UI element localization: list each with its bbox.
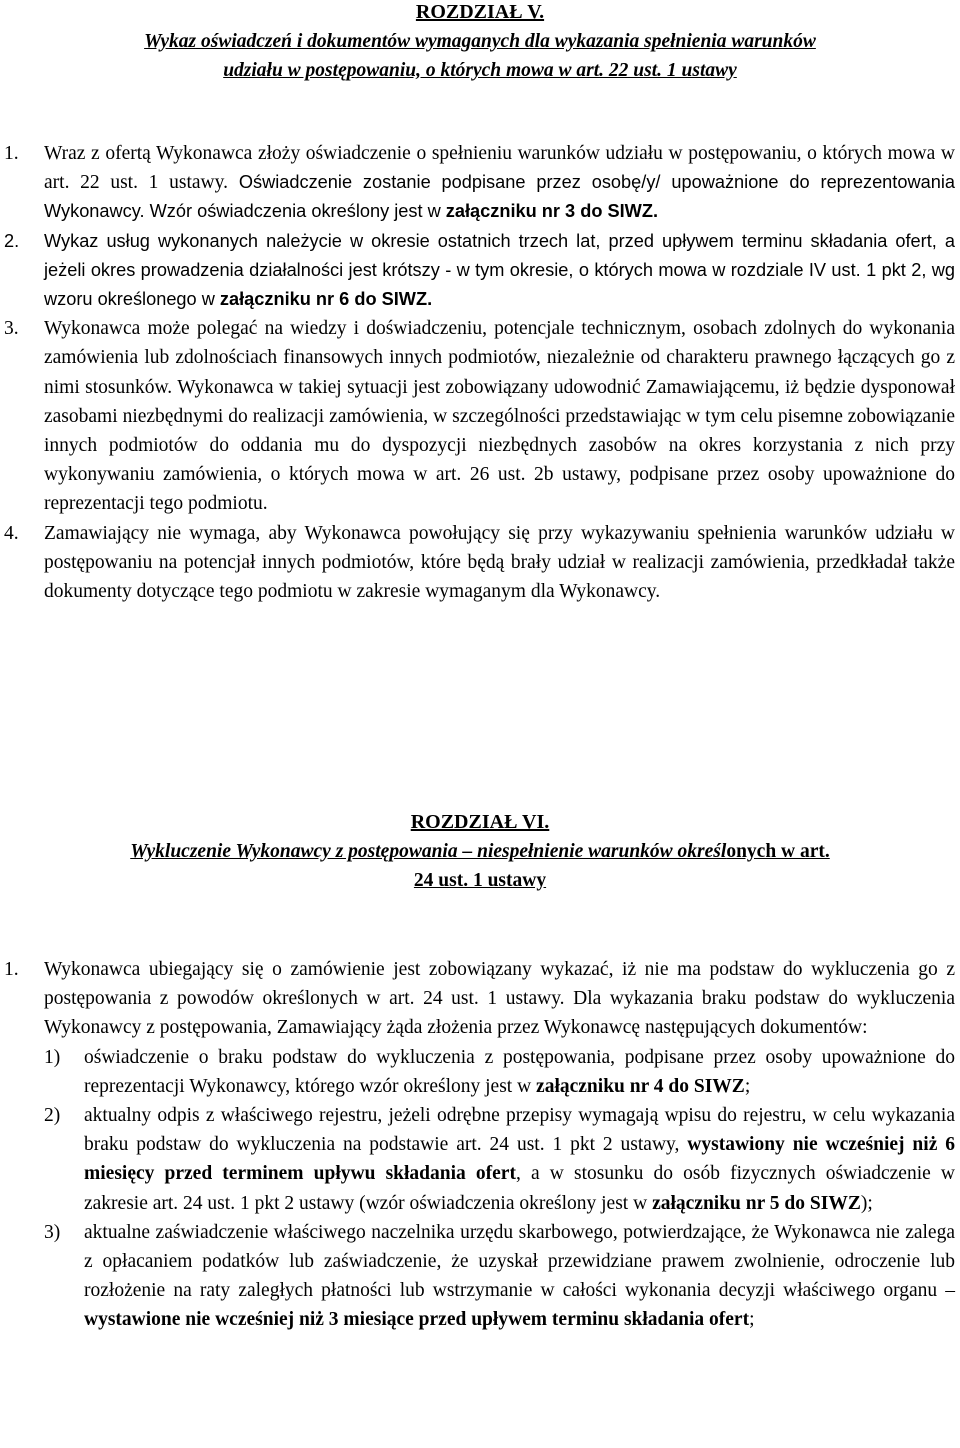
chapter-6-subtitle-line2: 24 ust. 1 ustawy <box>413 870 547 891</box>
sub-item-text-mid: , a w stosunku do osób fizycznych oświadczenie w zakresie art. 24 ust. 1 pkt 2 ustawy (wzór oświadczenia określony jest w <box>84 1163 955 1214</box>
item-number: 2. <box>4 230 20 251</box>
chapter-5-heading <box>0 0 960 85</box>
chapter-6-title: ROZDZIAŁ VI. <box>410 811 550 833</box>
sub-item-number: 3) <box>44 1221 61 1243</box>
sub-item-bold-deadline: wystawione nie wcześniej niż 3 miesiące przed upływem terminu składania ofert <box>84 1309 750 1331</box>
sub-item-number: 2) <box>44 1105 61 1127</box>
list-item <box>4 139 955 227</box>
sub-item-number: 1) <box>44 1046 61 1068</box>
sub-item-text-end: ; <box>744 1075 751 1097</box>
sub-list-item <box>44 1218 955 1335</box>
item-number: 1. <box>4 143 19 164</box>
item-text-sans: Oświadczenie zostanie podpisane przez osobę/y/ upoważnione do reprezentowania Wykonawcy. Wzór oświadczenia określony jest w <box>44 172 955 222</box>
list-item <box>4 519 955 607</box>
list-item <box>4 955 955 1043</box>
chapter-6-subtitle-italic: Wykluczenie Wykonawcy z postępowania – niespełnienie warunków określ <box>130 841 727 862</box>
chapter-5-title: ROZDZIAŁ V. <box>415 1 545 23</box>
chapter-6-list <box>4 955 955 1335</box>
item-number: 4. <box>4 522 19 544</box>
list-item <box>4 314 955 518</box>
sub-item-text-end: ); <box>860 1192 873 1214</box>
chapter-6-subtitle-line1 <box>0 837 960 866</box>
item-text: Wykaz usług wykonanych należycie w okresie ostatnich trzech lat, przed upływem terminu składania ofert, a jeżeli okres prowadzenia działalności jest krótszy - w tym okresie, o których mowa w rozdziale IV ust. 1 pkt 2, wg wzoru określonego w <box>44 230 955 310</box>
list-item <box>4 227 955 315</box>
item-text: Wraz z ofertą Wykonawca złoży oświadczenie o spełnieniu warunków udziału w postępowaniu, o których mowa w art. 22 ust. 1 ustawy. <box>44 143 955 194</box>
sub-item-text: aktualny odpis z właściwego rejestru, jeżeli odrębne przepisy wymagają wpisu do rejestru, w celu wykazania braku podstaw do wykluczenia na podstawie art. 24 ust. 1 pkt 2 ustawy, <box>84 1105 955 1156</box>
chapter-5-subtitle-line2: udziału w postępowaniu, o których mowa w art. 22 ust. 1 ustawy <box>223 60 737 81</box>
item-number: 3. <box>4 318 19 340</box>
chapter-5-list <box>4 139 955 606</box>
chapter-6-subtitle-plain: onych w art. <box>726 841 830 862</box>
sub-list-item <box>44 1101 955 1218</box>
item-attachment-ref: załączniku nr 6 do SIWZ. <box>219 289 433 310</box>
chapter-5-subtitle-line1: Wykaz oświadczeń i dokumentów wymaganych dla wykazania spełnienia warunków <box>144 31 816 52</box>
item-text: Wykonawca może polegać na wiedzy i doświadczeniu, potencjale technicznym, osobach zdolnych do wykonania zamówienia lub zdolnościach finansowych innych podmiotów, niezależnie od charakteru prawnego łączących go z nimi stosunków. Wykonawca w takiej sytuacji jest zobowiązany udowodnić Zamawiającemu, iż będzie dysponował zasobami niezbędnymi do realizacji zamówienia, w szczególności przedstawiając w tym celu pisemne zobowiązanie innych podmiotów do oddania mu do dyspozycji niezbędnych zasobów na okres korzystania z nich przy wykonywaniu zamówienia, o których mowa w art. 26 ust. 2b ustawy, podpisane przez osoby upoważnione do reprezentacji tego podmiotu. <box>44 318 955 515</box>
item-text: Zamawiający nie wymaga, aby Wykonawca powołujący się przy wykazywaniu spełnienia warunków udziału w postępowaniu na potencjał innych podmiotów, które będą brały udział w realizacji zamówienia, przedkładał także dokumenty dotyczące tego podmiotu w zakresie wymaganym dla Wykonawcy. <box>44 522 955 603</box>
item-number: 1. <box>4 959 19 980</box>
chapter-6-heading <box>0 808 960 895</box>
item-text: Wykonawca ubiegający się o zamówienie jest zobowiązany wykazać, iż nie ma podstaw do wykluczenia go z postępowania z powodów określonych w art. 24 ust. 1 ustawy. Dla wykazania braku podstaw do wykluczenia Wykonawcy z postępowania, Zamawiający żąda złożenia przez Wykonawcę następujących dokumentów: <box>44 959 955 1039</box>
sub-item-bold-deadline: wystawiony nie wcześniej niż 6 miesięcy przed terminem upływu składania ofert <box>84 1134 955 1185</box>
sub-item-attachment-ref: załączniku nr 5 do SIWZ <box>652 1192 861 1214</box>
sub-item-text: oświadczenie o braku podstaw do wykluczenia z postępowania, podpisane przez osoby upoważnione do reprezentacji Wykonawcy, którego wzór określony jest w <box>84 1046 955 1097</box>
sub-item-text: aktualne zaświadczenie właściwego naczelnika urzędu skarbowego, potwierdzające, że Wykonawca nie zalega z opłacaniem podatków lub zaświadczenie, że uzyskał przewidziane prawem zwolnienie, odroczenie lub rozłożenie na raty zaległych płatności lub wstrzymanie w całości wykonania decyzji właściwego organu – <box>84 1221 955 1302</box>
sub-item-attachment-ref: załączniku nr 4 do SIWZ <box>536 1075 745 1097</box>
sub-list-item <box>44 1043 955 1101</box>
sub-item-text-end: ; <box>749 1309 755 1331</box>
item-attachment-ref: załączniku nr 3 do SIWZ. <box>445 201 659 222</box>
